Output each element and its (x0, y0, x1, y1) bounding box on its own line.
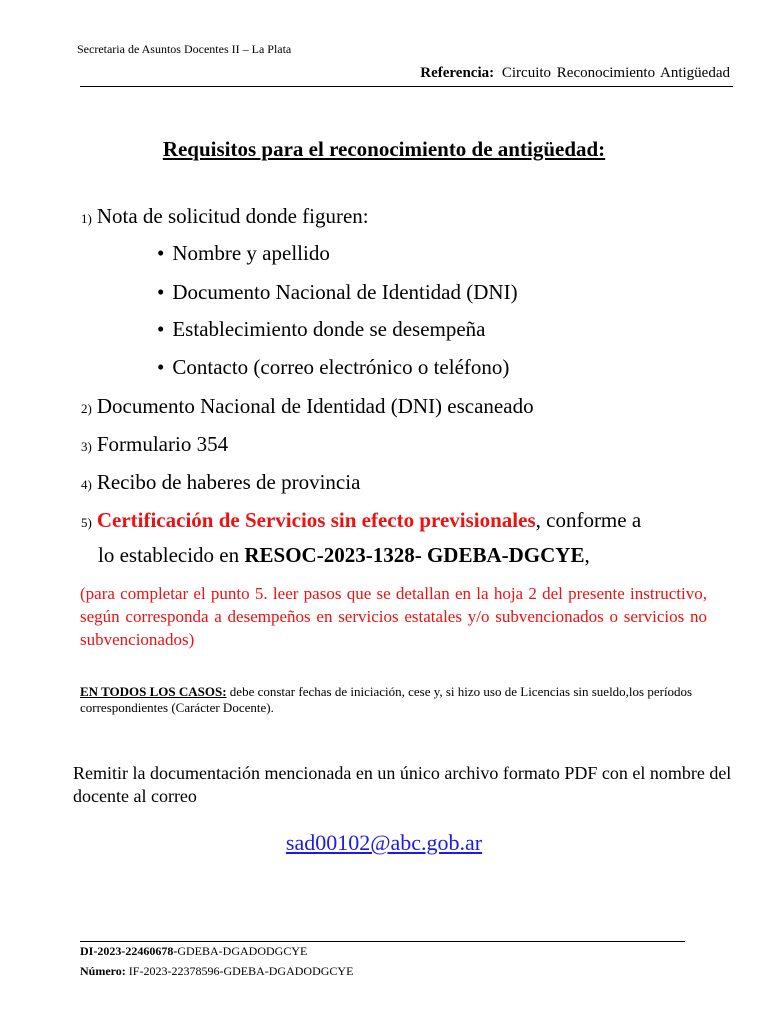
requirement-number: 2) (81, 401, 92, 416)
requirement-5 (81, 508, 641, 533)
requirement-highlight: Certificación de Servicios sin efecto previsionales (96, 508, 536, 532)
email-link[interactable]: sad00102@abc.gob.ar (285, 830, 483, 855)
requirement-text: Nota de solicitud donde figuren: (96, 204, 369, 228)
bullet-item (157, 280, 518, 305)
remit-instructions: Remitir la documentación mencionada en un único archivo formato PDF con el nombre del docente al correo (73, 763, 732, 806)
reference-value: Circuito Reconocimiento Antigüedad (501, 65, 730, 81)
page-title: Requisitos para el reconocimiento de antigüedad: (162, 137, 606, 161)
header-reference (420, 65, 730, 82)
bullet-icon: • (157, 280, 165, 304)
footer-di (80, 944, 307, 959)
requirement-1 (81, 204, 369, 229)
all-cases-label: EN TODOS LOS CASOS: (80, 684, 227, 699)
all-cases-text: debe constar fechas de iniciación, cese y, si hizo uso de Licencias sin sueldo,los períodos correspondientes (Carácter Docente). (80, 684, 693, 715)
footer-numero (80, 964, 353, 979)
requirement-text: Recibo de haberes de provincia (96, 470, 361, 494)
requirement-text: Documento Nacional de Identidad (DNI) escaneado (96, 394, 534, 418)
bullet-item (157, 317, 486, 342)
requirement-number: 4) (81, 477, 92, 492)
bullet-text: Contacto (correo electrónico o teléfono) (172, 355, 510, 379)
bullet-text: Documento Nacional de Identidad (DNI) (172, 280, 518, 304)
bullet-text: Establecimiento donde se desempeña (172, 317, 486, 341)
bullet-item (157, 241, 330, 266)
footer-di-bold: DI-2023-22460678- (80, 944, 178, 958)
resoc-reference: RESOC-2023-1328- GDEBA-DGCYE (244, 543, 585, 567)
instruction-note: (para completar el punto 5. leer pasos que se detallan en la hoja 2 del presente instructivo, según corresponda a desempeños en servicios estatales y/o subvencionados o servicios no subvencionados) (80, 584, 707, 649)
header-office: Secretaria de Asuntos Docentes II – La Plata (77, 42, 292, 56)
requirement-4 (81, 470, 360, 495)
requirement-3 (81, 432, 228, 457)
requirement-text: Formulario 354 (96, 432, 229, 456)
reference-label: Referencia: (420, 65, 495, 81)
header-divider (80, 86, 733, 87)
requirement-number: 1) (81, 211, 92, 226)
bullet-icon: • (157, 355, 165, 379)
all-cases-note (80, 684, 710, 716)
requirement-number: 5) (81, 515, 92, 530)
bullet-icon: • (157, 241, 165, 265)
requirement-number: 3) (81, 439, 92, 454)
footer-numero-value: IF-2023-22378596-GDEBA-DGADODGCYE (125, 964, 354, 978)
requirement-text: , conforme a (535, 508, 642, 532)
footer-di-rest: GDEBA-DGADODGCYE (177, 944, 308, 958)
continuation-suffix: , (584, 543, 590, 567)
bullet-text: Nombre y apellido (172, 241, 330, 265)
requirement-5-continuation (98, 543, 590, 568)
continuation-prefix: lo establecido en (98, 543, 245, 567)
requirement-2 (81, 394, 534, 419)
footer-numero-label: Número: (80, 964, 126, 978)
bullet-item (157, 355, 509, 380)
bullet-icon: • (157, 317, 165, 341)
footer-divider (80, 941, 685, 942)
